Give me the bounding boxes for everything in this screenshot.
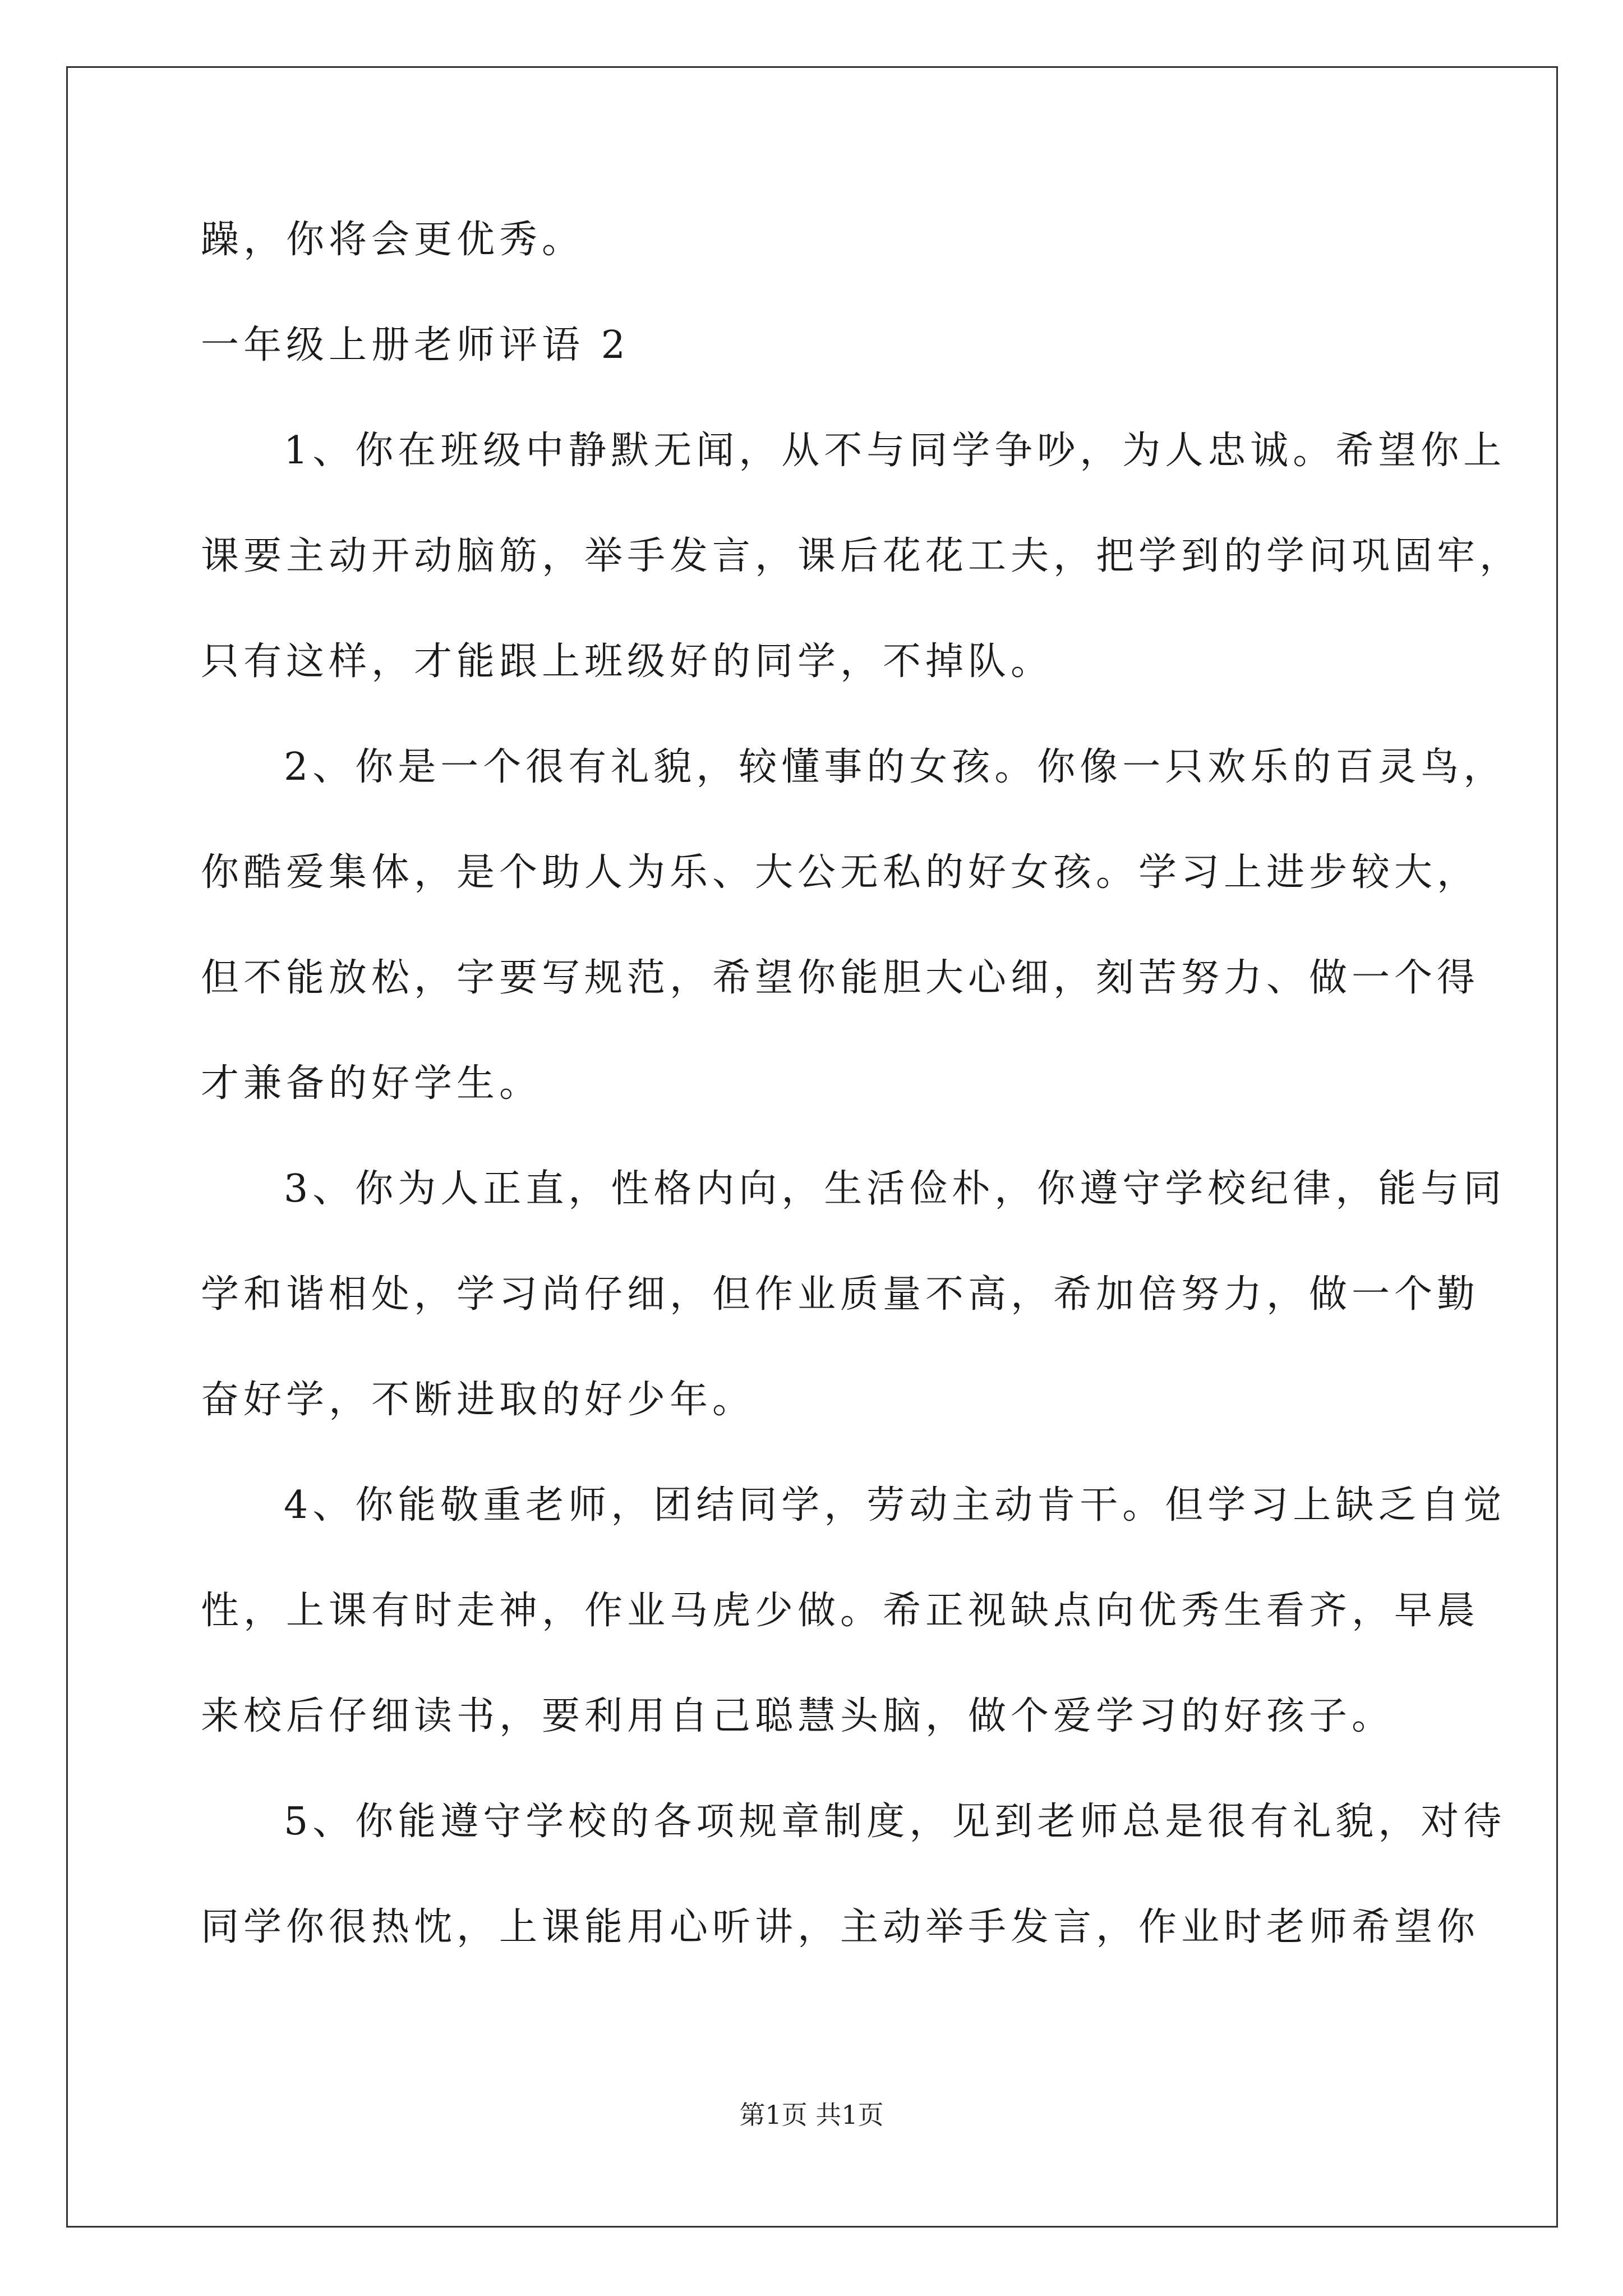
paragraph-line: 奋好学，不断进取的好少年。 [201,1378,755,1422]
paragraph-2 [201,740,1506,1111]
paragraph-5 [201,1795,1506,1954]
page-footer: 第1页 共1页 [739,2100,884,2130]
paragraph-line: 课要主动开动脑筋，举手发言，课后花花工夫，把学到的学问巩固牢， [201,534,1523,578]
paragraph-4 [201,1479,1506,1743]
document-body [201,213,1523,2006]
paragraph-line: 性，上课有时走神，作业马虎少做。希正视缺点向优秀生看齐，早晨 [201,1589,1480,1633]
paragraph-line: 只有这样，才能跟上班级好的同学，不掉队。 [201,639,1054,684]
lead-line: 躁，你将会更优秀。 [201,218,585,262]
paragraph-line: 同学你很热忱，上课能用心听讲，主动举手发言，作业时老师希望你 [201,1905,1480,1949]
paragraph-1 [201,424,1523,689]
paragraph-3 [201,1162,1506,1427]
paragraph-line: 3、你为人正直，性格内向，生活俭朴，你遵守学校纪律，能与同 [284,1167,1506,1211]
section-heading: 一年级上册老师评语 2 [201,323,630,367]
paragraph-line: 你酷爱集体，是个助人为乐、大公无私的好女孩。学习上进步较大， [201,850,1480,895]
paragraph-line: 4、你能敬重老师，团结同学，劳动主动肯干。但学习上缺乏自觉 [284,1483,1506,1527]
paragraph-line: 来校后仔细读书，要利用自己聪慧头脑，做个爱学习的好孩子。 [201,1694,1395,1738]
paragraph-line: 学和谐相处，学习尚仔细，但作业质量不高，希加倍努力，做一个勤 [201,1272,1480,1317]
paragraph-line: 2、你是一个很有礼貌，较懂事的女孩。你像一只欢乐的百灵鸟， [284,745,1506,789]
paragraph-line: 5、你能遵守学校的各项规章制度，见到老师总是很有礼貌，对待 [284,1800,1506,1844]
paragraph-line: 但不能放松，字要写规范，希望你能胆大心细，刻苦努力、做一个得 [201,956,1480,1000]
paragraph-line: 才兼备的好学生。 [201,1061,542,1106]
paragraph-line: 1、你在班级中静默无闻，从不与同学争吵，为人忠诚。希望你上 [284,429,1506,473]
